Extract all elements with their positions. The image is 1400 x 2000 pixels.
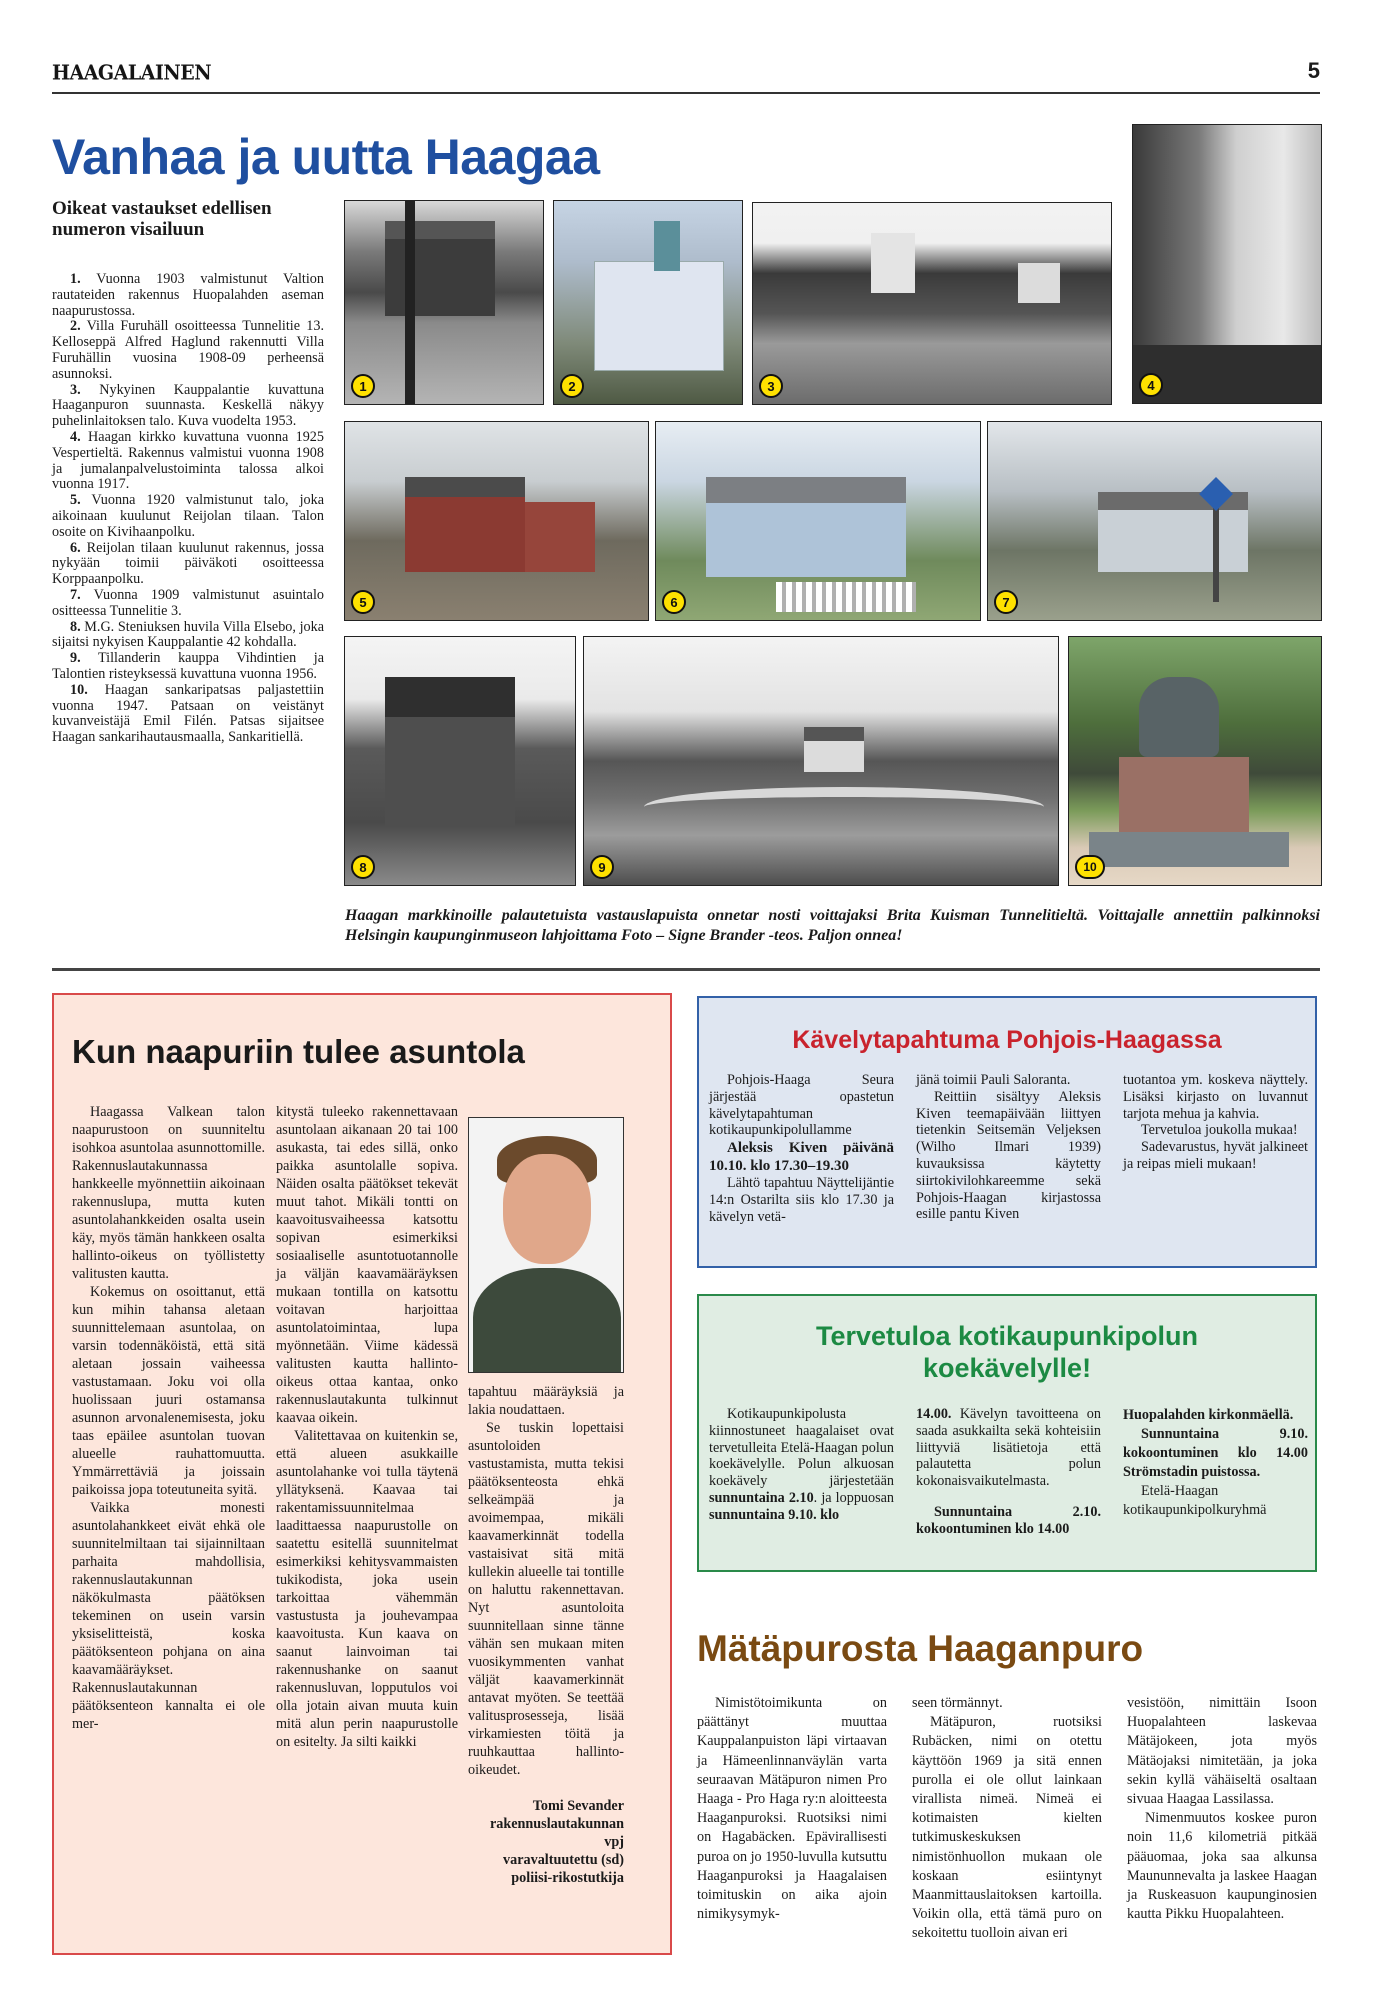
text: . ja loppuosan bbox=[813, 1489, 895, 1506]
answer-item: 9. Tillanderin kauppa Vihdintien ja Talontien risteyksessä kuvattuna vuonna 1956. bbox=[52, 650, 324, 682]
paragraph: Sadevarustus, hyvät jalkineet ja reipas mieli mukaan! bbox=[1123, 1139, 1308, 1172]
answer-item: 1. Vuonna 1903 valmistunut Valtion rautateiden rakennus Huopalahden aseman naapurustossa. bbox=[52, 271, 324, 319]
article-asuntola bbox=[52, 993, 672, 1955]
author-role: poliisi-rikostutkija bbox=[511, 1870, 624, 1886]
photo-number-badge: 2 bbox=[560, 374, 584, 398]
article-column-2 bbox=[916, 1406, 1101, 1538]
photo-8 bbox=[344, 636, 576, 886]
page-number: 5 bbox=[1307, 58, 1320, 83]
photo-10 bbox=[1068, 636, 1322, 886]
haaganpuro-column-1 bbox=[697, 1694, 887, 1924]
answer-item: 5. Vuonna 1920 valmistunut talo, joka aikoinaan kuulunut Reijolan tilaan. Talon osoite on Kivihaanpolku. bbox=[52, 492, 324, 540]
article-title-haaganpuro: Mätäpurosta Haaganpuro bbox=[697, 1628, 1144, 1669]
photo-number-badge: 4 bbox=[1139, 373, 1163, 397]
paragraph: Valitettavaa on kuitenkin se, että alueen asukkaille asuntolahanke voi tulla täytenä yllätyksenä. Kaavaa tai rakentamissuunnitelmaa laadittaessa naapurustolle on saatettu esitellä suunnitelmat esimerkiksi kehitysvammaisten tukikodista, joka usein tarkoittaa vähemmän vastustusta ja jouhevampaa kaavoitusta. Kun kaava on saanut lainvoiman tai rakennushanke on saanut rakennusluvan, lopputulos voi olla jotain aivan muuta kuin mitä alun perin naapurustolle on esitelty. Ja silti kaikki bbox=[276, 1428, 458, 1750]
event-date: Aleksis Kiven päivänä 10.10. klo 17.30–19.30 bbox=[709, 1140, 894, 1175]
photo-number-badge: 1 bbox=[351, 374, 375, 398]
paragraph: Reittiin sisältyy Aleksis Kiven teemapäivään liittyen tietenkin Seitsemän Veljeksen (Wilho Ilmari 1939) kuvauksissa käytetty siirtokivilohkareemme sekä Pohjois-Haagan kirjastossa esille pantu Kiven bbox=[916, 1088, 1101, 1223]
article-title: Kävelytapahtuma Pohjois-Haagassa bbox=[792, 1026, 1222, 1054]
photo-number-badge: 8 bbox=[351, 855, 375, 879]
answer-item: 10. Haagan sankaripatsas paljastettiin vuonna 1947. Patsaan on veistänyt kuvanveistäjä Emil Filén. Patsas sijaitsee Haagan sankarihautausmaalla, Sankaritiellä. bbox=[52, 681, 324, 746]
article-column-2 bbox=[276, 1103, 458, 1751]
article-column-1 bbox=[72, 1103, 265, 1733]
text: Kotikaupunkipolusta kiinnostuneet haagalaiset ovat tervetulleita Etelä-Haagan polun koekävelylle. Polun alkuosan koekävely järjestetään bbox=[709, 1406, 894, 1490]
quiz-answers bbox=[52, 272, 324, 746]
paragraph: jänä toimii Pauli Saloranta. bbox=[916, 1072, 1071, 1088]
photo-7 bbox=[987, 421, 1322, 621]
quiz-subtitle: Oikeat vastaukset edellisen numeron visailuun bbox=[52, 198, 272, 240]
article-title: Kun naapuriin tulee asuntola bbox=[72, 1033, 525, 1070]
haaganpuro-column-2 bbox=[912, 1694, 1102, 1944]
article-column-1 bbox=[709, 1072, 894, 1226]
photo-number-badge: 9 bbox=[590, 855, 614, 879]
meeting-info: Sunnuntaina 2.10. kokoontuminen klo 14.00 bbox=[916, 1503, 1101, 1537]
article-koekavely bbox=[697, 1294, 1317, 1572]
answer-item: 7. Vuonna 1909 valmistunut asuintalo ositteessa Tunnelitie 3. bbox=[52, 586, 324, 619]
section-rule bbox=[52, 968, 1320, 971]
photo-number-badge: 3 bbox=[759, 374, 783, 398]
photo-9 bbox=[583, 636, 1059, 886]
paragraph: Se tuskin lopettaisi asuntoloiden vastustamista, mutta tekisi päätöksenteosta ehkä selkeämpää ja avoimempaa, mikäli kaavamerkinnät todella vastaisivat sitä mitä kullekin alueelle tai tontille on haluttu rakennettavan. Nyt asuntoloita suunnitellaan sinne tänne vähän sen mukaan miten vuosikymmenten vanhat väljät kaavamerkinnät antavat myöten. Se teettää valitusprosesseja, lisää virkamiesten töitä ja ruuhkauttaa hallinto-oikeudet. bbox=[468, 1420, 624, 1778]
article-column-3 bbox=[1123, 1072, 1308, 1173]
paragraph: Kokemus on osoittanut, että kun mihin tahansa aletaan suunnittelemaan asuntolaa, on varsin todennäköistä, että sitä aletaan jossain vaiheessa vastustamaan. Joku voi olla huolissaan juuri ostamansa asunnon arvonalenemisesta, joku taas epäilee asuntolan tuovan alueelle rauhattomuutta. Ymmärrettäviä ja joissain paikoissa jopa toteutuneita syitä. bbox=[72, 1284, 265, 1498]
photo-2 bbox=[553, 200, 743, 405]
photo-number-badge: 10 bbox=[1075, 855, 1105, 879]
author-signature bbox=[468, 1797, 624, 1887]
paragraph: Nimistötoimikunta on päättänyt muuttaa Kauppalanpuiston läpi virtaavan ja Hämeenlinnanväylän varta seuraavan Mätäpuron nimen Pro Haaga - Pro Haga ry:n aloitteesta Haaganpuroksi. Ruotsiksi nimi on Hagabäcken. Epävirallisesti puroa on jo 1950-luvulla kutsuttu Haaganpuroksi ja Haagalaisen toimituskin on aika ajoin nimikysymyk- bbox=[697, 1695, 887, 1923]
photo-number-badge: 7 bbox=[994, 590, 1018, 614]
answer-item: 3. Nykyinen Kauppalantie kuvattuna Haaganpuron suunnasta. Keskellä näkyy puhelinlaitoksen talo. Kuva vuodelta 1953. bbox=[52, 381, 324, 430]
author-role: rakennuslautakunnan bbox=[489, 1816, 624, 1832]
photo-6 bbox=[655, 421, 981, 621]
article-column-2 bbox=[916, 1072, 1101, 1223]
header-rule bbox=[52, 92, 1320, 94]
signature: Etelä-Haagan kotikaupunkipolkuryhmä bbox=[1123, 1483, 1267, 1518]
answer-item: 2. Villa Furuhäll osoitteessa Tunnelitie 13. Kelloseppä Alfred Haglund rakennutti Villa Furuhällin vuosina 1908-09 perheensä asunnoksi. bbox=[52, 318, 324, 382]
masthead-logo: HAAGALAINEN bbox=[52, 60, 212, 86]
photo-1 bbox=[344, 200, 544, 405]
article-column-3 bbox=[468, 1383, 624, 1887]
text: Kävelyn tavoitteena on saada asukkailta sekä kohteisiin liittyviä lisätietoja että palautetta polun kokonaisvaikutelmasta. bbox=[916, 1406, 1101, 1490]
paragraph: Pohjois-Haaga Seura järjestää opastetun kävelytapahtuman kotikaupunkipolullamme bbox=[709, 1072, 894, 1139]
meeting-place: Huopalahden kirkonmäellä. bbox=[1123, 1407, 1294, 1423]
page-title: Vanhaa ja uutta Haagaa bbox=[52, 129, 600, 185]
paragraph: tuotantoa ym. koskeva näyttely. Lisäksi kirjasto on luvannut tarjota mehua ja kahvia. bbox=[1123, 1072, 1308, 1122]
author-portrait bbox=[468, 1117, 624, 1373]
answer-item: 8. M.G. Steniuksen huvila Villa Elsebo, joka sijaitsi nykyisen Kauppalantie 42 kohdalla. bbox=[52, 618, 324, 651]
paragraph: seen törmännyt. bbox=[912, 1695, 1003, 1711]
author-name: Tomi Sevander bbox=[532, 1798, 624, 1814]
haaganpuro-column-3 bbox=[1127, 1694, 1317, 1924]
photo-number-badge: 6 bbox=[662, 590, 686, 614]
photo-3 bbox=[752, 202, 1112, 405]
meeting-info: Sunnuntaina 9.10. kokoontuminen klo 14.00 Strömstadin puistossa. bbox=[1123, 1426, 1308, 1480]
paragraph: Tervetuloa joukolla mukaa! bbox=[1141, 1122, 1298, 1139]
answer-item: 4. Haagan kirkko kuvattuna vuonna 1925 Vespertieltä. Rakennus valmistui vuonna 1908 ja jumalanpalvelustoiminta talossa alkoi vuonna 1917. bbox=[52, 428, 324, 493]
date-highlight: sunnuntaina 2.10 bbox=[709, 1489, 814, 1506]
photo-4 bbox=[1132, 124, 1322, 404]
author-role: vpj bbox=[604, 1834, 624, 1850]
article-kavelytapahtuma bbox=[697, 996, 1317, 1268]
photo-5 bbox=[344, 421, 649, 621]
article-column-3 bbox=[1123, 1406, 1308, 1520]
time-highlight: 14.00. bbox=[916, 1406, 952, 1422]
title-line: Tervetuloa kotikaupunkipolun bbox=[815, 1321, 1199, 1351]
title-line: koekävelylle! bbox=[922, 1353, 1092, 1383]
author-role: varavaltuutettu (sd) bbox=[503, 1852, 624, 1868]
article-column-1 bbox=[709, 1406, 894, 1524]
paragraph: Mätäpuron, ruotsiksi Rubäcken, nimi on otettu käyttöön 1969 ja sitä ennen purolla ei ole ollut lainkaan virallista nimeä. Nimeä ei kotimaisten kielten tutkimuskeskuksen nimistönhuollon mukaan ole koskaan esiintynyt Maanmittauslaitoksen kartoilla. Voikin olla, että tämä puro on sekoitettu tuolloin aivan eri bbox=[912, 1714, 1102, 1942]
date-highlight: sunnuntaina 9.10. klo bbox=[709, 1506, 840, 1523]
article-title bbox=[699, 1320, 1315, 1384]
photo-caption: Haagan markkinoille palautetuista vastauslapuista onnetar nosti voittajaksi Brita Kuisman Tunnelitieltä. Voittajalle annettiin palkinnoksi Helsingin kaupunginmuseon lahjoittama Foto – Signe Brander -teos. Paljon onnea! bbox=[345, 907, 1320, 944]
paragraph: Nimenmuutos koskee puron noin 11,6 kilometriä pitkää pääuomaa, joka saa alkunsa Maununnevalta ja laskee Haagan ja Ruskeasuon kaupunginosien kautta Pikku Huopalahteen. bbox=[1127, 1810, 1317, 1923]
paragraph: tapahtuu määräyksiä ja lakia noudattaen. bbox=[468, 1384, 624, 1418]
photo-number-badge: 5 bbox=[351, 590, 375, 614]
answer-item: 6. Reijolan tilaan kuulunut rakennus, jossa nykyään toimii päiväkoti osoitteessa Korppaanpolku. bbox=[52, 539, 324, 588]
paragraph: Lähtö tapahtuu Näyttelijäntie 14:n Ostarilta siis klo 17.30 ja kävelyn vetä- bbox=[709, 1175, 894, 1225]
paragraph: vesistöön, nimittäin Isoon Huopalahteen laskevaa Mätäjokeen, jota myös Mätäojaksi nimitetään, ja joka sekin kyllä vähäiseltä osaltaan sivuaa Haagaa Lassilassa. bbox=[1127, 1695, 1317, 1808]
paragraph: kitystä tuleeko rakennettavaan asuntolaan aikanaan 20 tai 100 asukasta, tai edes sillä, onko paikka asuntolalle sopiva. Näiden osalta päätökset tekevät muut tahot. Mikäli tontti on kaavoitusvaiheessa katsottu sopivan esimerkiksi sosiaaliselle asuntotuotannolle ja väljän kaavamääräyksen mukaan tontilla on katsottu voitavan harjoittaa asuntolatoimintaa, lupa myönnetään. Viime kädessä valitusten kautta hallinto-oikeus ottaa kantaa, onko rakennuslautakunta tulkinnut kaavaa oikein. bbox=[276, 1104, 458, 1426]
paragraph: Haagassa Valkean talon naapurustoon on suunniteltu isohkoa asuntolaa asunnottomille. Rakennuslautakunnassa hankkeelle myönnettiin aikoinaan rakennuslupa, mutta kuten asuntolahankkeiden osalta usein käy, myös tämän hankkeen osalta hallinto-oikeus on työllistetty valitusten kautta. bbox=[72, 1104, 265, 1282]
paragraph: Vaikka monesti asuntolahankkeet eivät ehkä ole suunnitelmiltaan tai sijainniltaan parhaita mahdollisia, rakennuslautakunnan näkökulmasta päätöksen tekeminen on usein varsin yksiselitteistä, koska päätöksenteon pohjana on aina kaavamääräykset. Rakennuslautakunnan päätöksenteon kannalta ei ole mer- bbox=[72, 1500, 265, 1732]
